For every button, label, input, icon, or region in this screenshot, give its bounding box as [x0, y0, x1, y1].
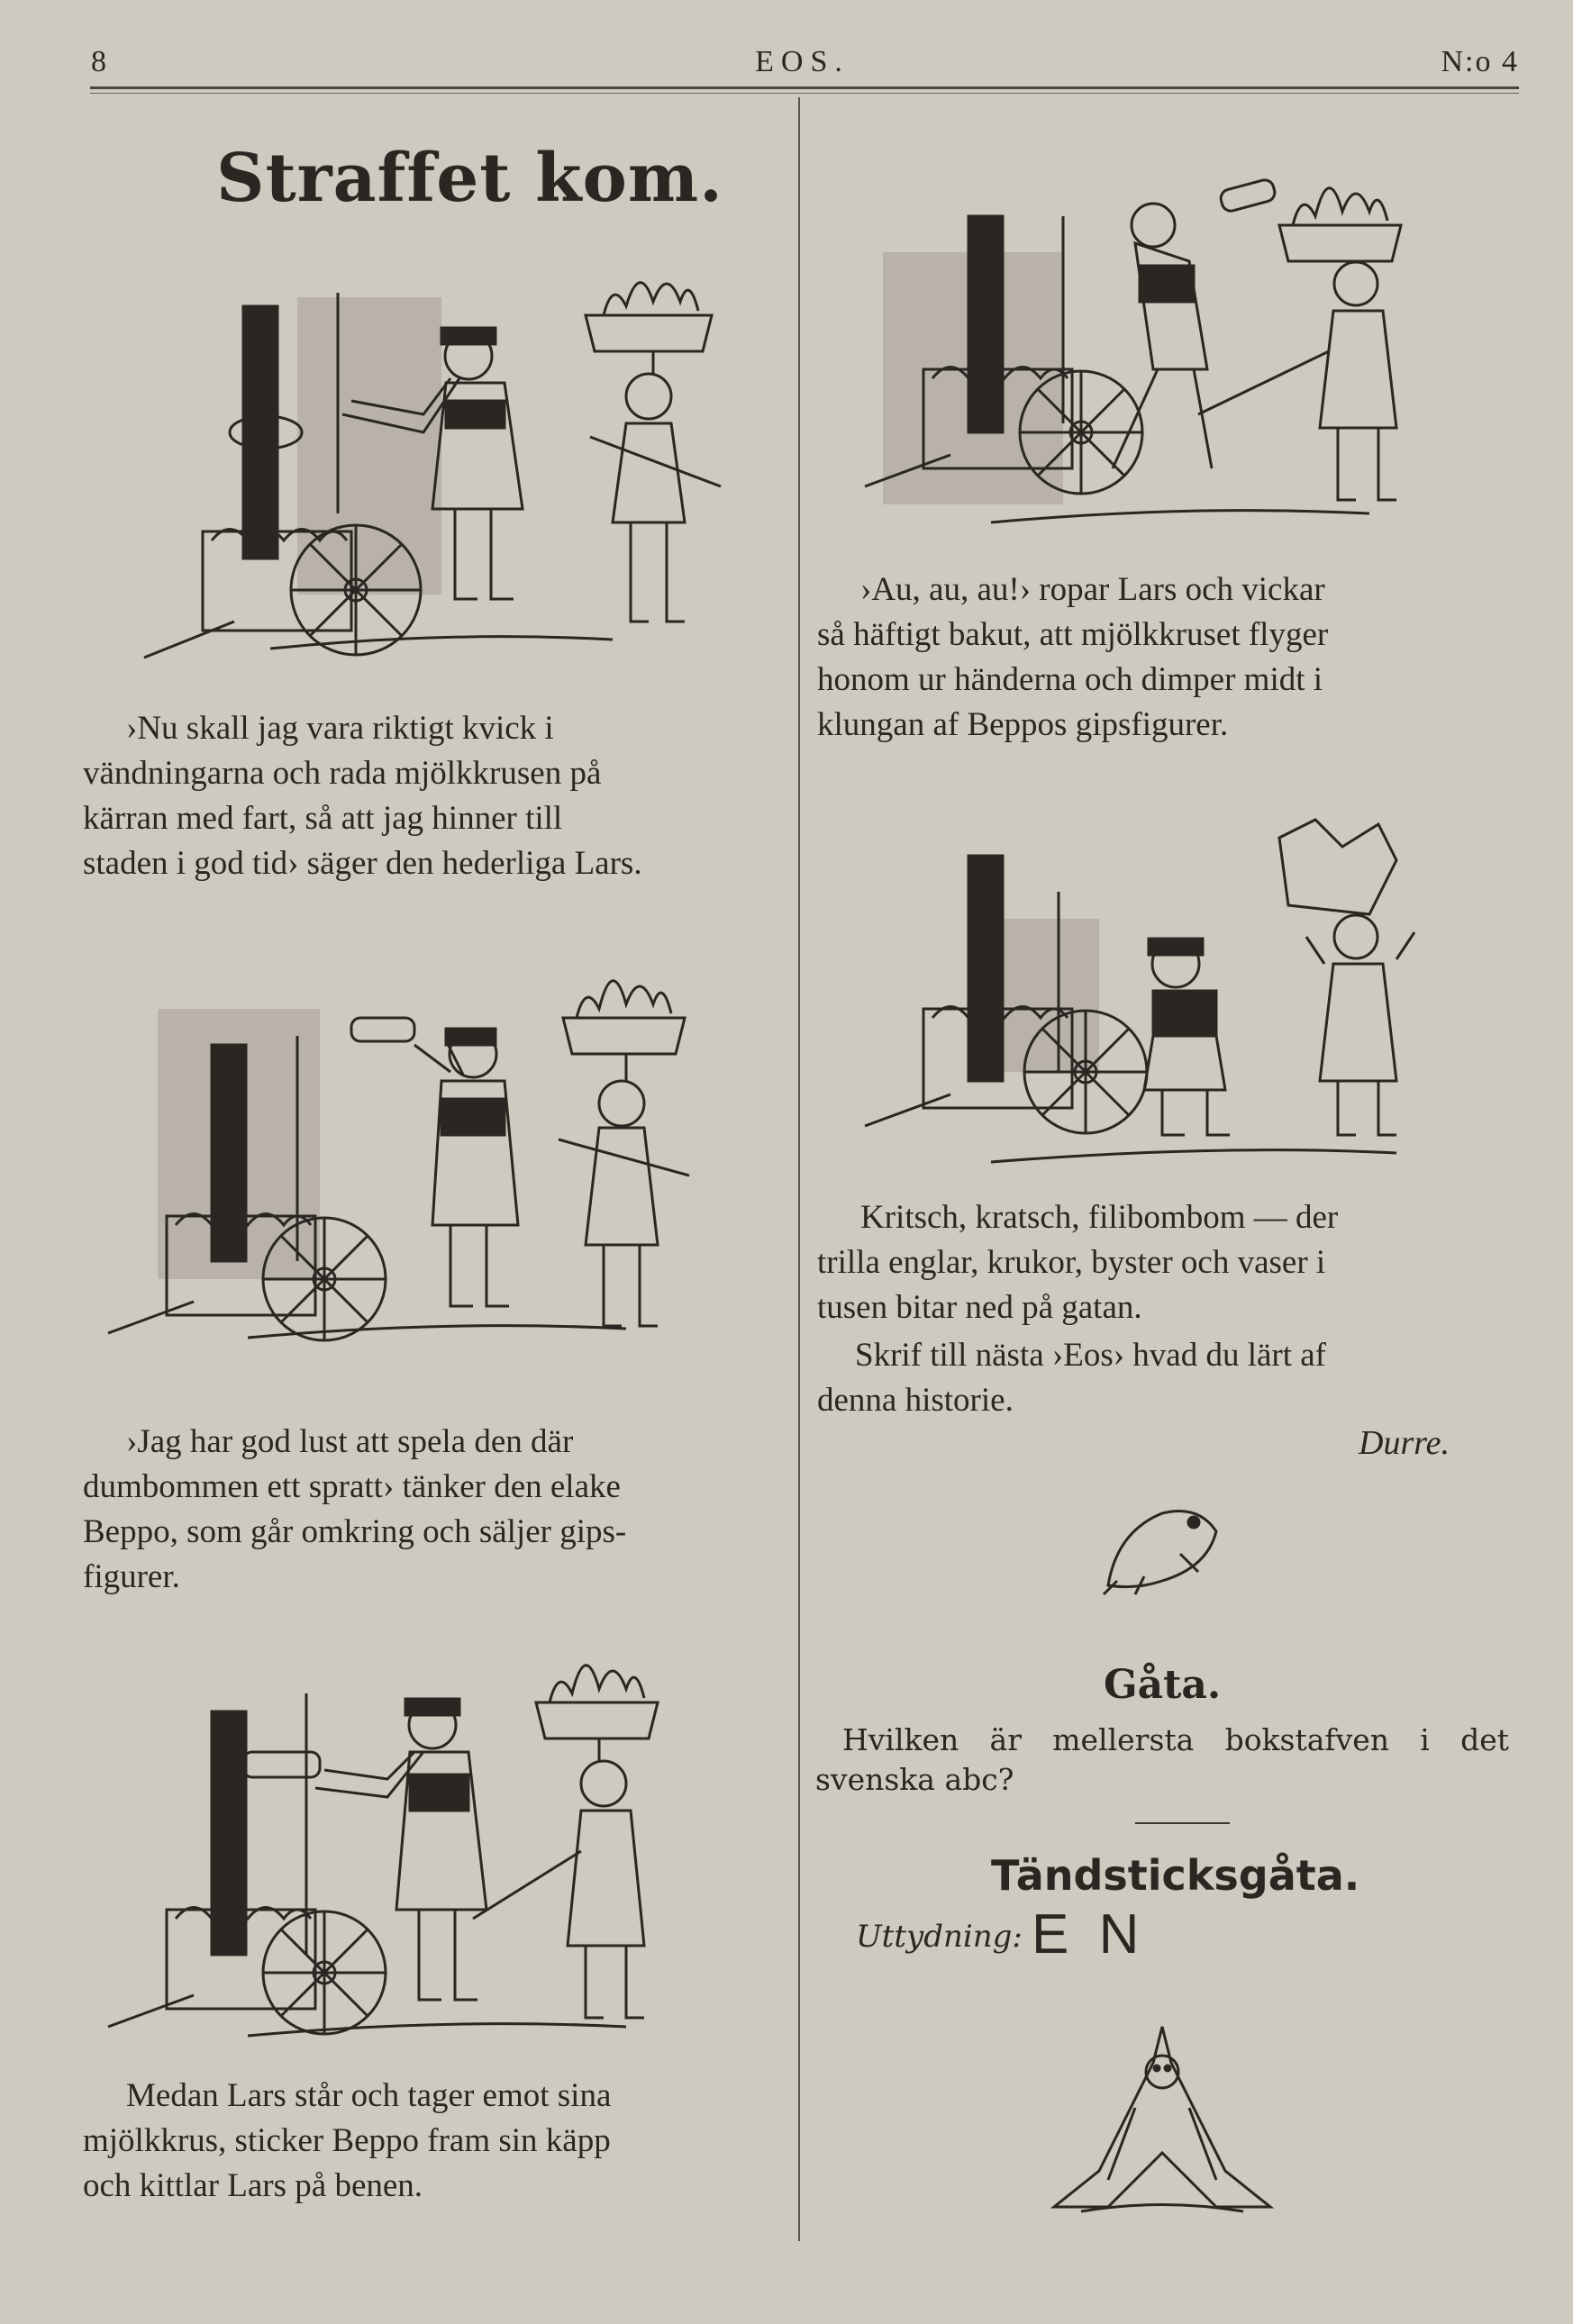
caption-line: figurer. — [83, 1558, 180, 1595]
author-signature: Durre. — [1359, 1424, 1450, 1462]
caption-line: tusen bitar ned på gatan. — [817, 1289, 1142, 1326]
caption-line: ›Au, au, au!› ropar Lars och vickar — [860, 571, 1325, 608]
caption-line: honom ur händerna och dimper midt i — [817, 661, 1323, 698]
riddle-title: Gåta. — [1104, 1662, 1222, 1708]
bat-ornament-icon — [1045, 2009, 1279, 2225]
caption-line: Skrif till nästa ›Eos› hvad du lärt af — [855, 1337, 1327, 1374]
caption-line: vändningarna och rada mjölkkrusen på — [83, 755, 602, 792]
section-divider — [1135, 1822, 1230, 1824]
caption-line: denna historie. — [817, 1382, 1014, 1419]
header-rule-thin — [90, 93, 1519, 94]
caption-line: Medan Lars står och tager emot sina — [126, 2077, 612, 2114]
page-number: 8 — [91, 45, 108, 78]
frog-ornament-icon — [1090, 1486, 1234, 1603]
header-rule — [90, 86, 1519, 89]
moral-prompt — [817, 1333, 1509, 1423]
solution-letters: E N — [1032, 1903, 1147, 1965]
panel-4-illustration — [856, 144, 1487, 540]
caption-line: staden i god tid› säger den hederliga Lars. — [83, 845, 642, 882]
caption-line: dumbommen ett spratt› tänker den elake — [83, 1468, 621, 1505]
caption-line: trilla englar, krukor, byster och vaser i — [817, 1244, 1326, 1281]
panel-4-caption — [817, 567, 1509, 748]
caption-line: Beppo, som går omkring och säljer gips- — [83, 1513, 627, 1550]
caption-line: Kritsch, kratsch, filibombom — der — [860, 1199, 1339, 1236]
panel-3-illustration — [104, 1639, 752, 2063]
panel-2-illustration — [104, 937, 752, 1360]
magazine-name: EOS. — [755, 45, 850, 78]
caption-line: kärran med fart, så att jag hinner till — [83, 800, 563, 837]
story-title: Straffet kom. — [216, 140, 723, 217]
caption-line: mjölkkrus, sticker Beppo fram sin käpp — [83, 2122, 611, 2159]
panel-2-caption — [83, 1420, 777, 1600]
riddle-text: Hvilken är mellersta bokstafven i det svenska abc? — [815, 1722, 1509, 1797]
panel-3-caption — [83, 2074, 777, 2209]
column-divider — [798, 97, 800, 2241]
caption-line: ›Nu skall jag vara riktigt kvick i — [126, 710, 554, 747]
panel-1-caption — [83, 706, 777, 886]
solution-label: Uttydning: — [856, 1919, 1023, 1955]
panel-1-illustration — [135, 243, 757, 694]
caption-line: ›Jag har god lust att spela den där — [126, 1423, 574, 1460]
panel-5-caption — [817, 1195, 1509, 1330]
page-header — [86, 45, 1519, 90]
match-riddle-title: Tändsticksgåta. — [991, 1851, 1360, 1900]
caption-line: klungan af Beppos gipsfigurer. — [817, 706, 1229, 743]
issue-number: N:o 4 — [1441, 45, 1519, 78]
panel-5-illustration — [856, 802, 1487, 1180]
caption-line: och kittlar Lars på benen. — [83, 2167, 423, 2204]
caption-line: så häftigt bakut, att mjölkkruset flyger — [817, 616, 1329, 653]
